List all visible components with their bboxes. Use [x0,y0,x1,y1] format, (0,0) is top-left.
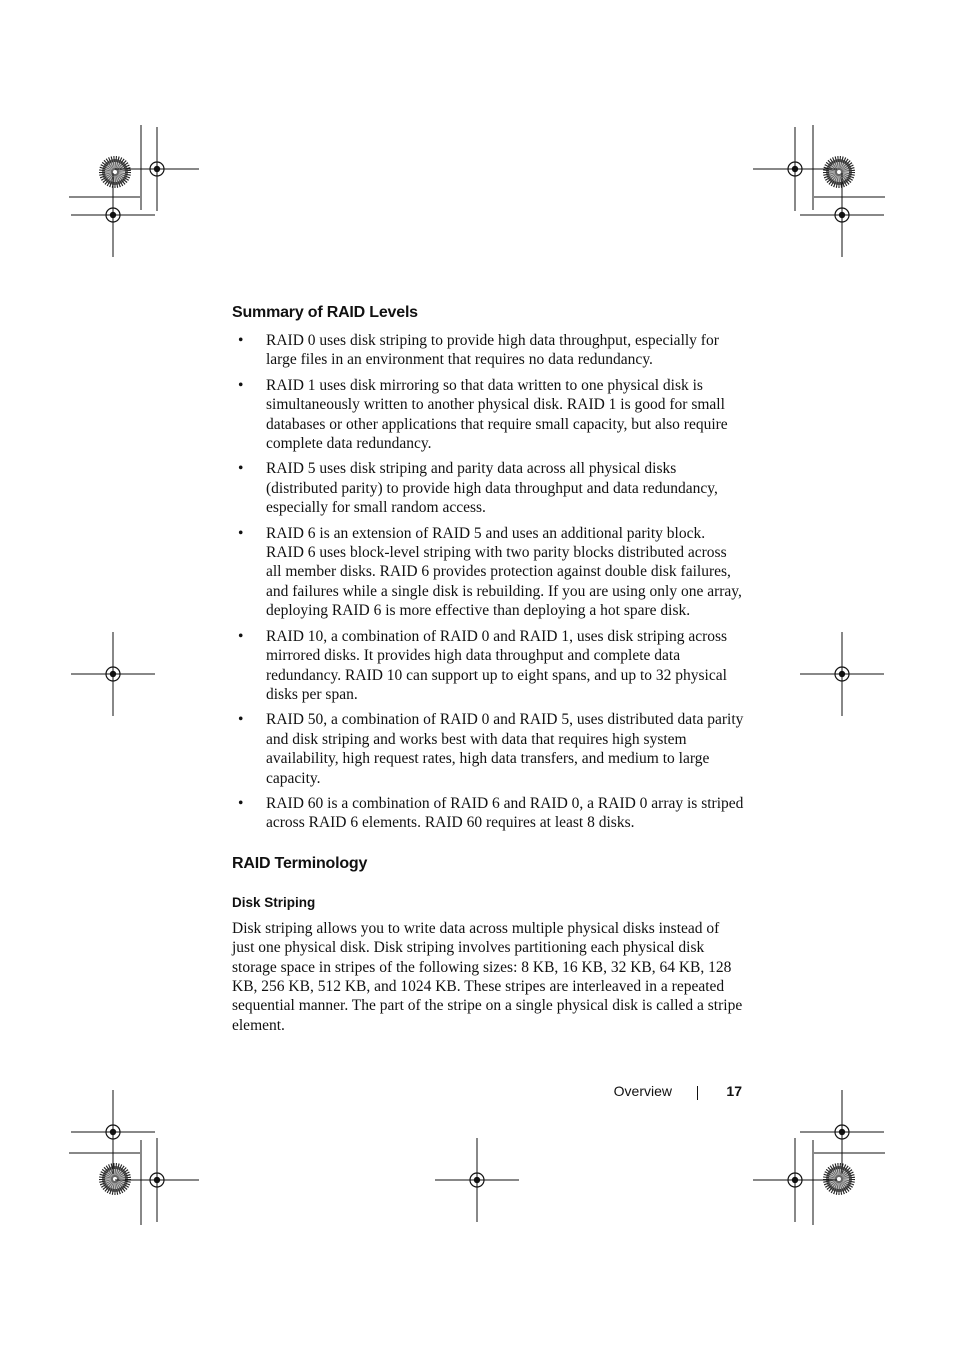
list-item-text: RAID 50, a combination of RAID 0 and RAID 5, uses distributed data parity and disk striping and works best with data that requires high system availability, high request rates, high data transfers, and medium to large capacity. [266,711,744,787]
list-item-text: RAID 6 is an extension of RAID 5 and uses an additional parity block. RAID 6 uses block-level striping with two parity blocks distributed across all member disks. RAID 6 provides protection against double disk failures, and failures while a single disk is rebuilding. If you are using only one array, deploying RAID 6 is more effective than deploying a hot spare disk. [266,524,742,620]
raid-levels-list [232,331,744,833]
list-item: • RAID 6 is an extension of RAID 5 and uses an additional parity block. RAID 6 uses block-level striping with two parity blocks distributed across all member disks. RAID 6 provides protection against double disk failures, and failures while a single disk is rebuilding. If you are using only one array, deploying RAID 6 is more effective than deploying a hot spare disk. [238,524,742,620]
list-item-text: RAID 5 uses disk striping and parity data across all physical disks (distributed parity) to provide high data throughput and data redundancy, especially for small random access. [266,460,718,517]
registration-crosshair-icon [800,632,884,716]
registration-star-icon [102,1166,128,1192]
registration-crosshair-icon [71,632,155,716]
registration-crosshair-icon [115,1138,199,1222]
footer-divider [697,1086,698,1100]
registration-crosshair-icon [435,1138,519,1222]
list-item: • RAID 1 uses disk mirroring so that data written to one physical disk is simultaneously written to another physical disk. RAID 1 is good for small databases or other applications that require small capacity, but also require complete data redundancy. [238,376,728,453]
disk-striping-paragraph: Disk striping allows you to write data across multiple physical disks instead of just one physical disk. Disk striping involves partitioning each physical disk storage space in stripes of the following sizes: 8 KB, 16 KB, 32 KB, 64 KB, 128 KB, 256 KB, 512 KB, and 1024 KB. These stripes are interleaved in a repeated sequential manner. The part of the stripe on a single physical disk is called a stripe element. [232,919,743,1034]
list-item: • RAID 0 uses disk striping to provide high data throughput, especially for large files in an environment that requires no data redundancy. [238,332,719,369]
registration-star-icon [826,1166,852,1192]
page-number: 17 [726,1083,742,1099]
registration-crosshair-icon [800,173,884,257]
footer-section-name: Overview [613,1083,672,1099]
subsection-heading-disk-striping: Disk Striping [232,894,316,910]
list-item-text: RAID 10, a combination of RAID 0 and RAID 1, uses disk striping across mirrored disks. It provides high data throughput and complete data redundancy. RAID 10 can support up to eight spans, and up to 32 physical disks per span. [266,627,728,703]
registration-crosshair-icon [800,1090,884,1174]
registration-star-icon [102,159,128,185]
list-item: • RAID 60 is a combination of RAID 6 and RAID 0, a RAID 0 array is striped across RAID 6 elements. RAID 60 requires at least 8 disks. [238,794,744,832]
list-item: • RAID 5 uses disk striping and parity data across all physical disks (distributed parity) to provide high data throughput and data redundancy, especially for small random access. [238,460,718,517]
page-footer [560,1083,744,1103]
section-heading-summary: Summary of RAID Levels [232,304,418,321]
list-item-text: RAID 60 is a combination of RAID 6 and RAID 0, a RAID 0 array is striped across RAID 6 elements. RAID 60 requires at least 8 disks. [266,794,744,832]
list-item: • RAID 10, a combination of RAID 0 and RAID 1, uses disk striping across mirrored disks. It provides high data throughput and complete data redundancy. RAID 10 can support up to eight spans, and up to 32 physical disks per span. [238,627,728,703]
registration-star-icon [826,159,852,185]
registration-crosshair-icon [71,1090,155,1174]
registration-crosshair-icon [71,173,155,257]
registration-crosshair-icon [753,1138,837,1222]
registration-crosshair-icon [115,127,199,211]
list-item-text: RAID 1 uses disk mirroring so that data written to one physical disk is simultaneously written to another physical disk. RAID 1 is good for small databases or other applications that require small capacity, but also require complete data redundancy. [266,376,728,453]
section-heading-terminology: RAID Terminology [232,854,368,872]
list-item: • RAID 50, a combination of RAID 0 and RAID 5, uses distributed data parity and disk striping and works best with data that requires high system availability, high request rates, high data transfers, and medium to large capacity. [238,711,744,787]
list-item-text: RAID 0 uses disk striping to provide high data throughput, especially for large files in an environment that requires no data redundancy. [266,332,719,369]
page-content [232,304,744,1035]
registration-crosshair-icon [753,127,837,211]
